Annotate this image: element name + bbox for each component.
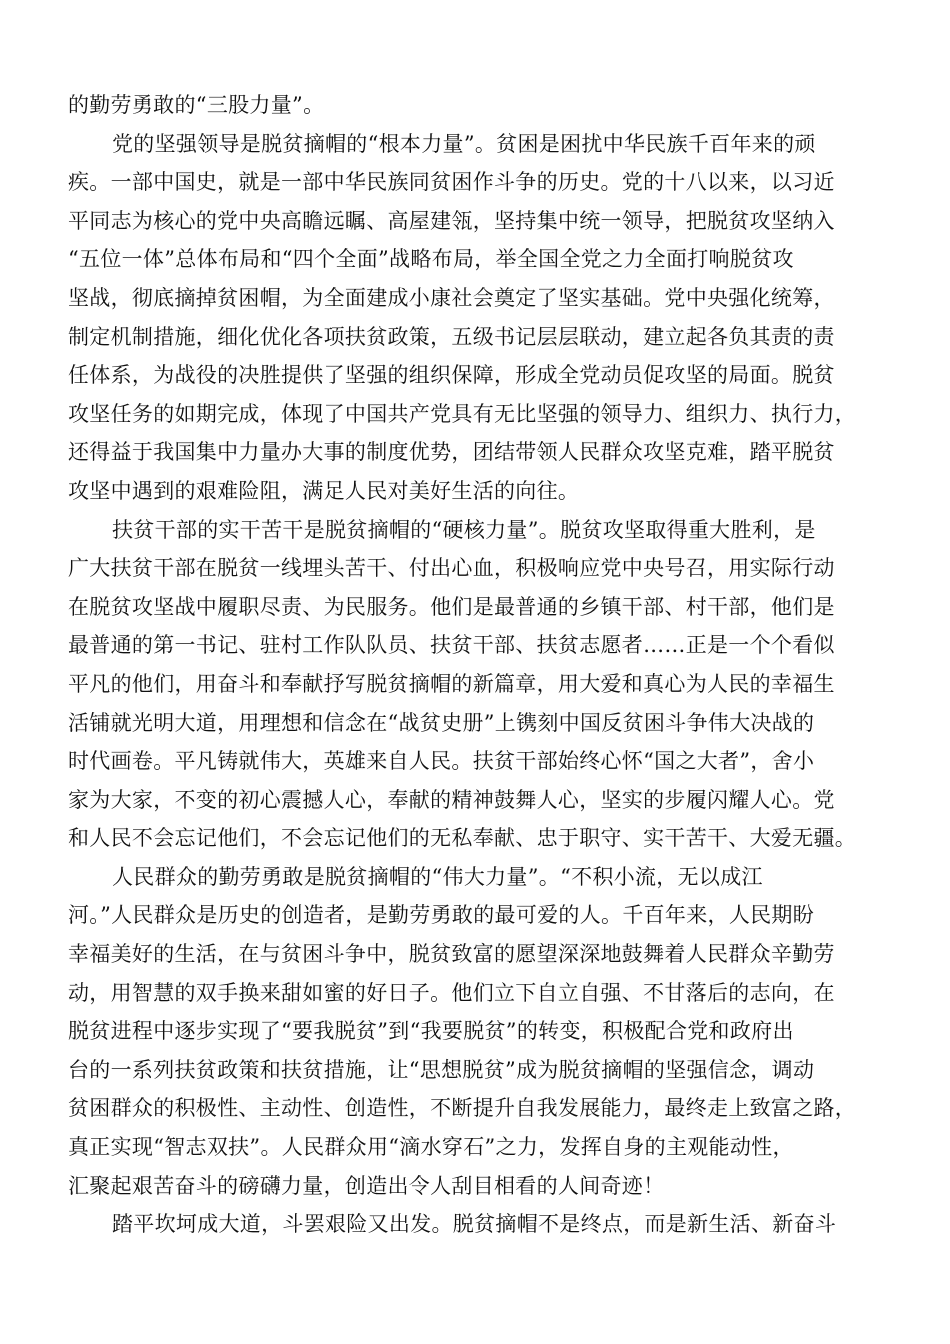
paragraph-first-line: 人民群众的勤劳勇敢是脱贫摘帽的“伟大力量”。“不积小流，无以成江: [112, 864, 763, 889]
text-line: 真正实现“智志双扶”。人民群众用“滴水穿石”之力，发挥自身的主观能动性，: [68, 1135, 794, 1160]
text-line: 坚战，彻底摘掉贫困帽，为全面建成小康社会奠定了坚实基础。党中央强化统筹，: [68, 285, 835, 310]
text-line: 汇聚起艰苦奋斗的磅礴力量，创造出令人刮目相看的人间奇迹！: [68, 1173, 665, 1198]
text-line: 贫困群众的积极性、主动性、创造性，不断提升自我发展能力，最终走上致富之路，: [68, 1096, 857, 1121]
text-line: 时代画卷。平凡铸就伟大，英雄来自人民。扶贫干部始终心怀“国之大者”，舍小: [68, 749, 815, 774]
text-line: 攻坚任务的如期完成，体现了中国共产党具有无比坚强的领导力、组织力、执行力，: [68, 401, 857, 426]
paragraph-first-line: 踏平坎坷成大道，斗罢艰险又出发。脱贫摘帽不是终点，而是新生活、新奋斗: [112, 1212, 837, 1237]
text-line: “五位一体”总体布局和“四个全面”战略布局，举全国全党之力全面打响脱贫攻: [68, 247, 794, 272]
text-line: 制定机制措施，细化优化各项扶贫政策，五级书记层层联动，建立起各负其责的责: [68, 324, 835, 349]
text-line: 疾。一部中国史，就是一部中华民族同贫困作斗争的历史。党的十八以来，以习近: [68, 170, 835, 195]
text-line: 活铺就光明大道，用理想和信念在“战贫史册”上镌刻中国反贫困斗争伟大决战的: [68, 710, 815, 735]
text-line: 还得益于我国集中力量办大事的制度优势，团结带领人民群众攻坚克难，踏平脱贫: [68, 440, 835, 465]
text-line: 任体系，为战役的决胜提供了坚强的组织保障，形成全党动员促攻坚的局面。脱贫: [68, 363, 835, 388]
text-line: 动，用智慧的双手换来甜如蜜的好日子。他们立下自立自强、不甘落后的志向，在: [68, 980, 835, 1005]
body-text: [68, 86, 888, 1244]
text-line: 平凡的他们，用奋斗和奉献抒写脱贫摘帽的新篇章，用大爱和真心为人民的幸福生: [68, 671, 835, 696]
text-line: 台的一系列扶贫政策和扶贫措施，让“思想脱贫”成为脱贫摘帽的坚强信念，调动: [68, 1057, 815, 1082]
text-line: 的勤劳勇敢的“三股力量”。: [68, 93, 325, 117]
text-line: 最普通的第一书记、驻村工作队队员、扶贫干部、扶贫志愿者……正是一个个看似: [68, 633, 835, 658]
paragraph-first-line: 扶贫干部的实干苦干是脱贫摘帽的“硬核力量”。脱贫攻坚取得重大胜利，是: [112, 517, 816, 542]
text-line: 脱贫进程中逐步实现了“要我脱贫”到“我要脱贫”的转变，积极配合党和政府出: [68, 1019, 794, 1044]
text-line: 和人民不会忘记他们，不会忘记他们的无私奉献、忠于职守、实干苦干、大爱无疆。: [68, 826, 857, 851]
text-line: 幸福美好的生活，在与贫困斗争中，脱贫致富的愿望深深地鼓舞着人民群众辛勤劳: [68, 942, 835, 967]
paragraph-first-line: 党的坚强领导是脱贫摘帽的“根本力量”。贫困是困扰中华民族千百年来的顽: [112, 131, 816, 156]
text-line: 平同志为核心的党中央高瞻远瞩、高屋建瓴，坚持集中统一领导，把脱贫攻坚纳入: [68, 208, 835, 233]
text-line: 河。”人民群众是历史的创造者，是勤劳勇敢的最可爱的人。千百年来，人民期盼: [68, 903, 815, 928]
text-line: 攻坚中遇到的艰难险阻，满足人民对美好生活的向往。: [68, 478, 580, 503]
text-line: 家为大家，不变的初心震撼人心，奉献的精神鼓舞人心，坚实的步履闪耀人心。党: [68, 787, 835, 812]
text-line: 广大扶贫干部在脱贫一线埋头苦干、付出心血，积极响应党中央号召，用实际行动: [68, 556, 835, 581]
text-line: 在脱贫攻坚战中履职尽责、为民服务。他们是最普通的乡镇干部、村干部，他们是: [68, 594, 835, 619]
